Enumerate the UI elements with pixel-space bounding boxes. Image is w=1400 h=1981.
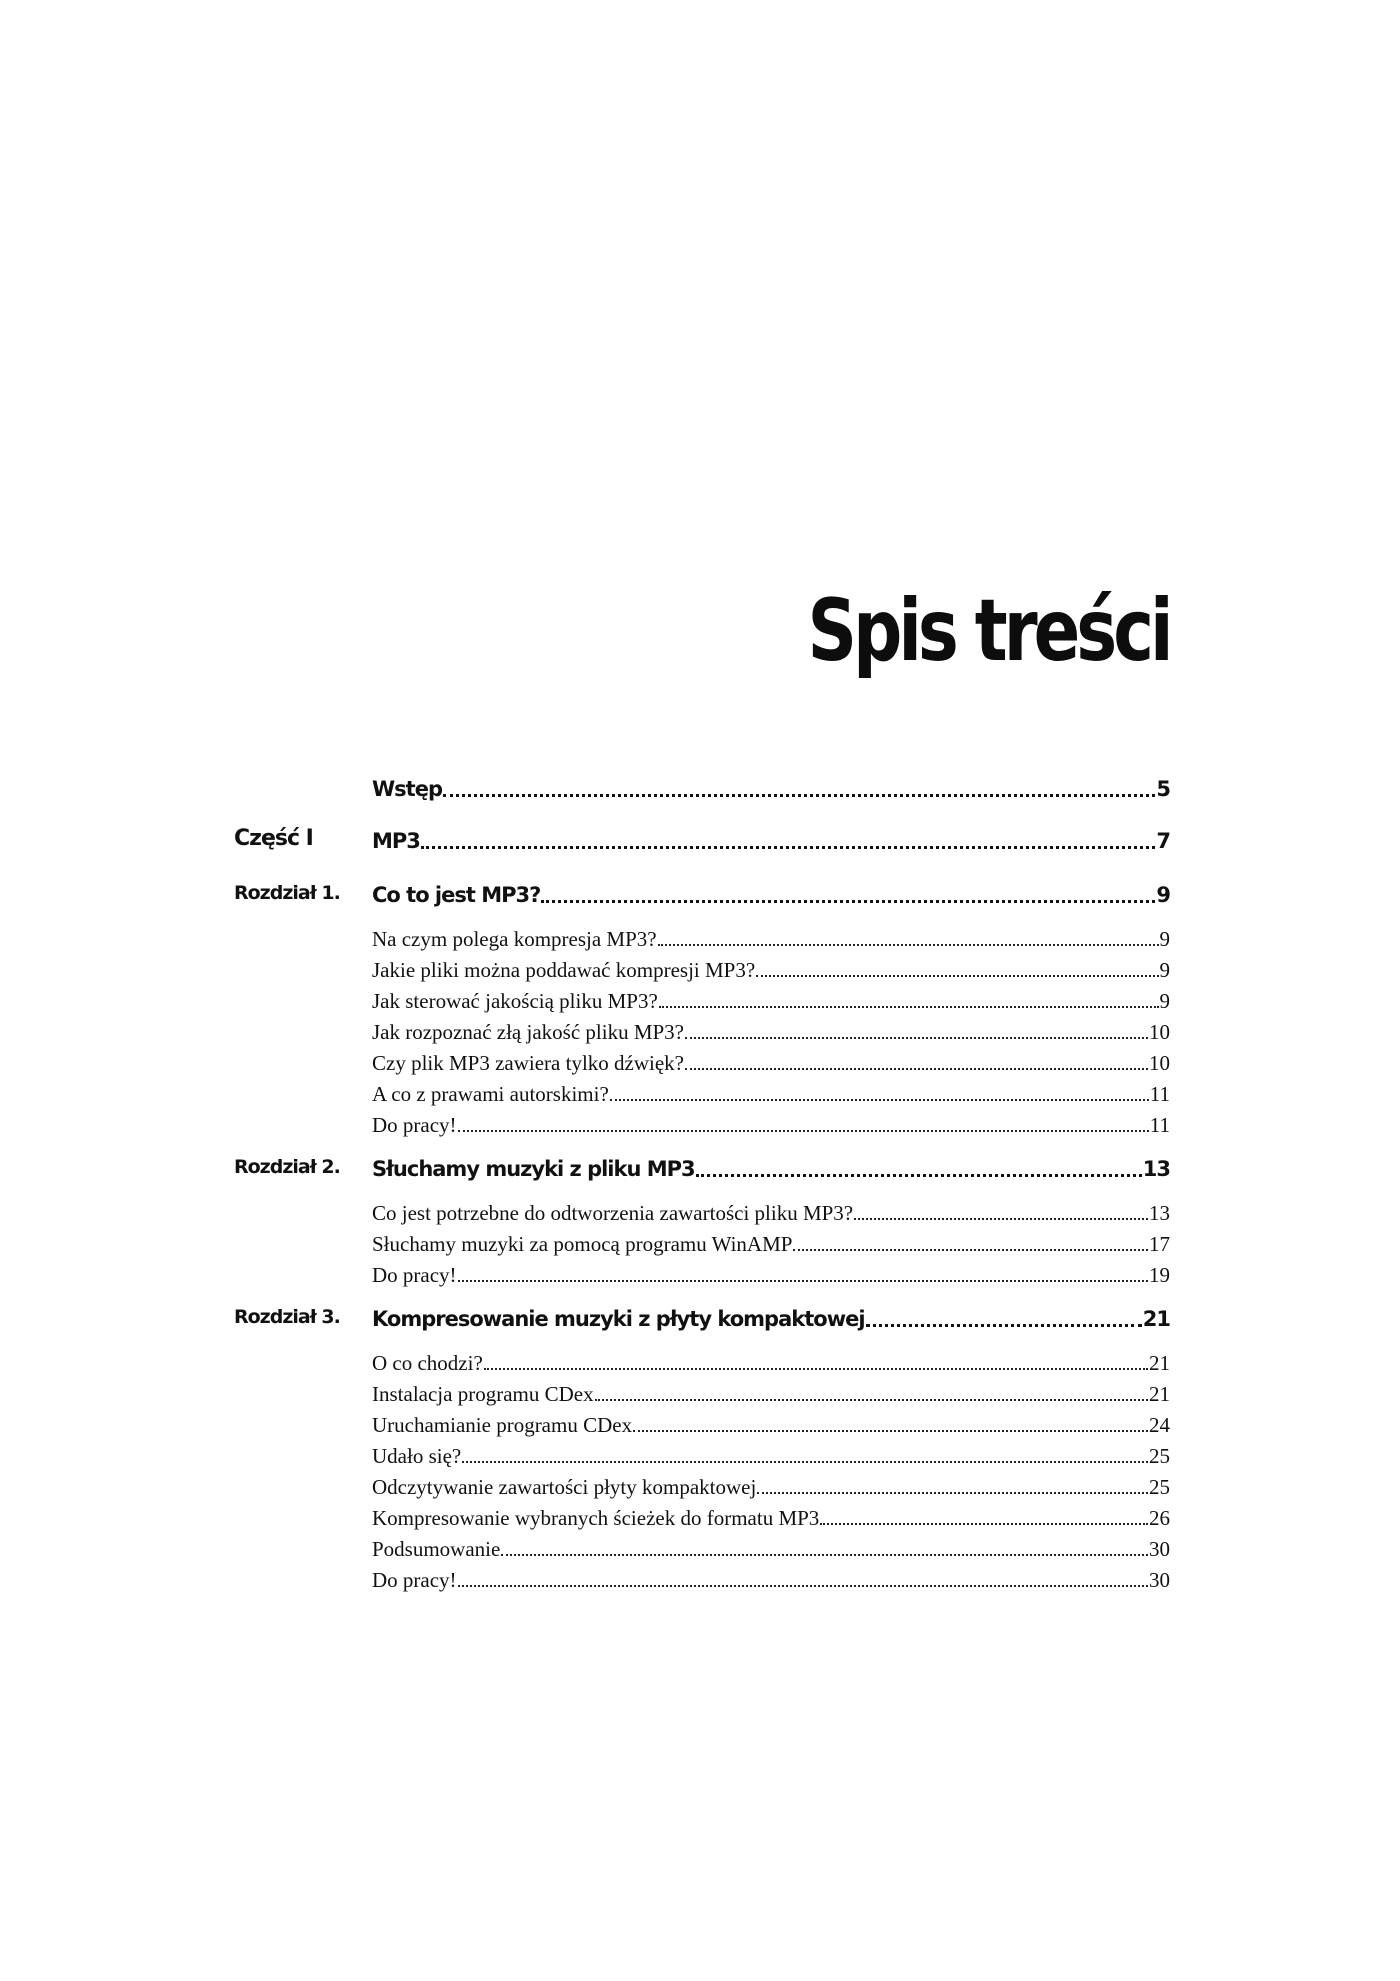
toc-intro[interactable]: [372, 773, 1170, 803]
toc-page-number: 9: [1159, 958, 1170, 982]
toc-chapter-1[interactable]: [372, 879, 1170, 909]
toc-entry[interactable]: [372, 1109, 1170, 1139]
chapter-label: Rozdział 2.: [234, 1156, 340, 1178]
dot-leader: [484, 1367, 1148, 1370]
toc-entry-label: Odczytywanie zawartości płyty kompaktowej: [372, 1475, 757, 1499]
toc-entry[interactable]: [372, 1533, 1170, 1563]
chapter-label: Rozdział 3.: [234, 1306, 340, 1328]
toc-page-number: 24: [1149, 1413, 1170, 1437]
toc-heading-label: Co to jest MP3?: [372, 883, 541, 907]
dot-leader: [462, 1460, 1148, 1463]
dot-leader: [658, 943, 1159, 946]
toc-page-number: 7: [1156, 829, 1170, 853]
toc-entry[interactable]: [372, 1047, 1170, 1077]
dot-leader: [696, 1173, 1142, 1177]
toc-page-number: 25: [1149, 1475, 1170, 1499]
dot-leader: [793, 1248, 1148, 1251]
toc-page-number: 21: [1149, 1351, 1170, 1375]
toc-page-number: 9: [1159, 989, 1170, 1013]
toc-entry-label: Do pracy!: [372, 1263, 457, 1287]
toc-part-1[interactable]: [372, 825, 1170, 855]
dot-leader: [610, 1098, 1149, 1101]
toc-entry-label: Udało się?: [372, 1444, 462, 1468]
toc-entry[interactable]: [372, 1228, 1170, 1258]
toc-page-number: 17: [1149, 1232, 1170, 1256]
dot-leader: [820, 1522, 1148, 1525]
toc-page-number: 19: [1149, 1263, 1170, 1287]
page-title: Spis treści: [807, 581, 1170, 681]
dot-leader: [756, 974, 1158, 977]
toc-entry[interactable]: [372, 1409, 1170, 1439]
dot-leader: [685, 1067, 1148, 1070]
toc-entry[interactable]: [372, 1197, 1170, 1227]
toc-entry[interactable]: [372, 1016, 1170, 1046]
toc-chapter-2[interactable]: [372, 1153, 1170, 1183]
toc-heading-label: Kompresowanie muzyki z płyty kompaktowej: [372, 1307, 865, 1331]
dot-leader: [633, 1429, 1148, 1432]
toc-entry-label: Jak rozpoznać złą jakość pliku MP3?: [372, 1020, 684, 1044]
toc-page-number: 9: [1156, 883, 1170, 907]
toc-page-number: 13: [1149, 1201, 1170, 1225]
toc-page-number: 10: [1149, 1051, 1170, 1075]
dot-leader: [595, 1398, 1148, 1401]
toc-entry-label: Na czym polega kompresja MP3?: [372, 927, 657, 951]
toc-heading-label: Słuchamy muzyki z pliku MP3: [372, 1157, 695, 1181]
part-label: Część I: [234, 826, 313, 851]
toc-chapter-3[interactable]: [372, 1303, 1170, 1333]
toc-entry-label: Podsumowanie: [372, 1537, 501, 1561]
toc-entry[interactable]: [372, 1564, 1170, 1594]
toc-page-number: 13: [1142, 1157, 1170, 1181]
toc-entry-label: Co jest potrzebne do odtworzenia zawartości pliku MP3?: [372, 1201, 854, 1225]
toc-heading-label: MP3: [372, 829, 420, 853]
dot-leader: [866, 1323, 1142, 1327]
toc-entry-label: A co z prawami autorskimi?: [372, 1082, 609, 1106]
dot-leader: [443, 793, 1155, 797]
dot-leader: [541, 899, 1155, 903]
toc-page-number: 11: [1149, 1113, 1170, 1137]
dot-leader: [501, 1553, 1148, 1556]
dot-leader: [458, 1279, 1148, 1282]
toc-page-number: 9: [1159, 927, 1170, 951]
toc-page-number: 10: [1149, 1020, 1170, 1044]
toc-heading-label: Wstęp: [372, 777, 442, 801]
toc-entry-label: Uruchamianie programu CDex: [372, 1413, 633, 1437]
dot-leader: [685, 1036, 1148, 1039]
toc-entry[interactable]: [372, 1259, 1170, 1289]
toc-page-number: 30: [1149, 1537, 1170, 1561]
dot-leader: [458, 1129, 1149, 1132]
toc-entry[interactable]: [372, 923, 1170, 953]
toc-entry-label: Czy plik MP3 zawiera tylko dźwięk?: [372, 1051, 685, 1075]
dot-leader: [421, 845, 1155, 849]
chapter-label: Rozdział 1.: [234, 882, 340, 904]
toc-entry-label: Do pracy!: [372, 1113, 457, 1137]
toc-entry[interactable]: [372, 985, 1170, 1015]
toc-page-number: 30: [1149, 1568, 1170, 1592]
toc-page-number: 21: [1142, 1307, 1170, 1331]
dot-leader: [757, 1491, 1148, 1494]
dot-leader: [458, 1584, 1148, 1587]
toc-entry-label: Słuchamy muzyki za pomocą programu WinAMP: [372, 1232, 793, 1256]
toc-entry[interactable]: [372, 1078, 1170, 1108]
toc-page-number: 21: [1149, 1382, 1170, 1406]
toc-page-number: 25: [1149, 1444, 1170, 1468]
toc-entry[interactable]: [372, 1440, 1170, 1470]
toc-entry[interactable]: [372, 1502, 1170, 1532]
toc-entry-label: Jakie pliki można poddawać kompresji MP3?: [372, 958, 756, 982]
toc-entry[interactable]: [372, 1378, 1170, 1408]
toc-page-number: 11: [1149, 1082, 1170, 1106]
toc-entry[interactable]: [372, 954, 1170, 984]
dot-leader: [659, 1005, 1159, 1008]
toc-entry-label: Do pracy!: [372, 1568, 457, 1592]
toc-page-number: 5: [1156, 777, 1170, 801]
toc-entry-label: O co chodzi?: [372, 1351, 483, 1375]
toc-entry-label: Jak sterować jakością pliku MP3?: [372, 989, 658, 1013]
toc-entry-label: Kompresowanie wybranych ścieżek do formatu MP3: [372, 1506, 820, 1530]
toc-page-number: 26: [1149, 1506, 1170, 1530]
toc-entry-label: Instalacja programu CDex: [372, 1382, 594, 1406]
toc-entry[interactable]: [372, 1471, 1170, 1501]
toc-entry[interactable]: [372, 1347, 1170, 1377]
dot-leader: [854, 1217, 1148, 1220]
